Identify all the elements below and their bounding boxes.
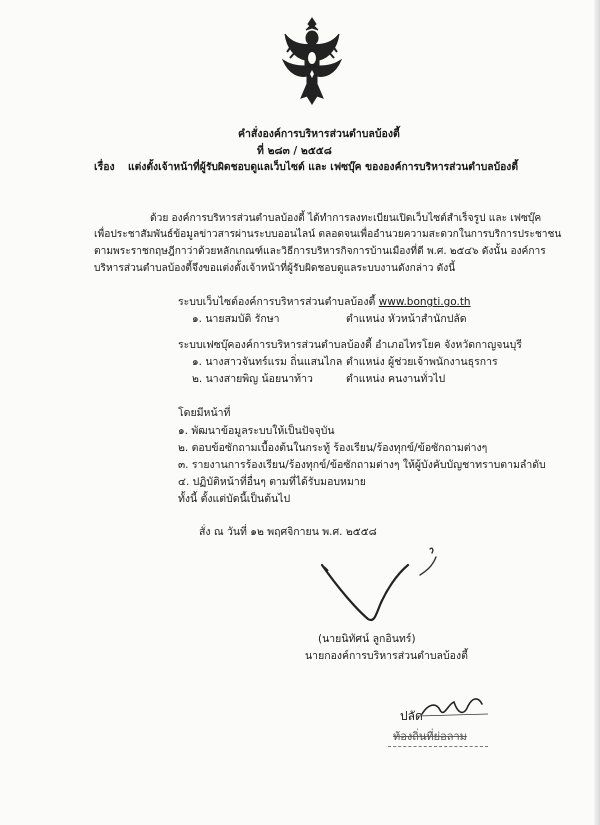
body-paragraph-line: บริหารส่วนตำบลบ้องตี้จึงขอแต่งตั้งเจ้าหน้าที่ผู้รับผิดชอบดูแลระบบงานดังกล่าว ดังนี้ <box>94 263 456 274</box>
date-line: สั่ง ณ วันที่ ๑๒ พฤศจิกายน พ.ศ. ๒๕๕๘ <box>199 526 377 538</box>
subject-text: แต่งตั้งเจ้าหน้าที่ผู้รับผิดชอบดูแลเว็บไซต์ และ เฟซบุ๊ค ขององค์การบริหารส่วนตำบลบ้องตี้ <box>128 161 519 173</box>
facebook-heading: ระบบเฟซบุ๊คองค์การบริหารส่วนตำบลบ้องตี้ อำเภอไทรโยค จังหวัดกาญจนบุรี <box>178 339 522 351</box>
signer-title: นายกองค์การบริหารส่วนตำบลบ้องตี้ <box>305 650 468 662</box>
duty-item: ๔. ปฏิบัติหน้าที่อื่นๆ ตามที่ได้รับมอบหมาย <box>178 476 366 488</box>
footer-label: ปลัด <box>400 709 423 723</box>
subject-label: เรื่อง <box>94 161 115 173</box>
order-number: ที่ ๒๘๓ / ๒๕๕๘ <box>257 145 332 157</box>
duty-item: ๓. รายงานการร้องเรียน/ร้องทุกข์/ข้อซักถามต่างๆ ให้ผู้บังคับบัญชาทราบตามลำดับ <box>178 459 546 471</box>
facebook-person-name: ๒. นางสายพิญ น้อยนาท้าว <box>192 373 313 385</box>
website-link[interactable]: www.bongti.go.th <box>378 296 471 308</box>
website-person-name: ๑. นายสมบัติ รักษา <box>192 313 280 325</box>
body-paragraph-line: ด้วย องค์การบริหารส่วนตำบลบ้องตี้ ได้ทำการลงทะเบียนเปิดเว็บไซต์สำเร็จรูป และ เฟซบุ๊ค <box>150 213 542 224</box>
facebook-person-position: ตำแหน่ง ผู้ช่วยเจ้าพนักงานธุรการ <box>346 356 498 368</box>
handwritten-signature <box>310 535 470 630</box>
order-title: คำสั่งองค์การบริหารส่วนตำบลบ้องตี้ <box>238 128 400 140</box>
signer-name: (นายนิทัศน์ ลูกอินทร์) <box>318 633 416 645</box>
footer-label: ท้องถิ่นที่ย่อลาม <box>393 730 467 743</box>
initial-signature <box>418 694 488 730</box>
duties-heading: โดยมีหน้าที่ <box>178 407 231 419</box>
website-heading <box>178 296 471 309</box>
scan-edge <box>594 0 600 825</box>
garuda-emblem-icon <box>281 14 343 109</box>
website-person-position: ตำแหน่ง หัวหน้าสำนักปลัด <box>346 313 467 325</box>
body-paragraph-line: ตามพระราชกฤษฎีกาว่าด้วยหลักเกณฑ์และวิธีการบริหารกิจการบ้านเมืองที่ดี พ.ศ. ๒๕๔๖ ดังนั้น องค์การ <box>94 246 546 257</box>
facebook-person-position: ตำแหน่ง คนงานทั่วไป <box>346 373 446 385</box>
facebook-person-name: ๑. นางสาวจันทร์แรม ถิ่นแสนไกล <box>192 356 343 368</box>
effective-statement: ทั้งนี้ ตั้งแต่บัดนี้เป็นต้นไป <box>178 493 291 505</box>
duty-item: ๑. พัฒนาข้อมูลระบบให้เป็นปัจจุบัน <box>178 425 335 437</box>
website-heading-text: ระบบเว็บไซต์องค์การบริหารส่วนตำบลบ้องตี้ <box>178 296 376 308</box>
duty-item: ๒. ตอบข้อซักถามเบื้องต้นในกระทู้ ร้องเรียน/ร้องทุกข์/ข้อซักถามต่างๆ <box>178 442 488 454</box>
footer-divider <box>388 746 488 747</box>
body-paragraph-line: เพื่อประชาสัมพันธ์ข้อมูลข่าวสารผ่านระบบออนไลน์ ตลอดจนเพื่ออำนวยความสะดวกในการบริการประชาชน <box>94 229 562 240</box>
